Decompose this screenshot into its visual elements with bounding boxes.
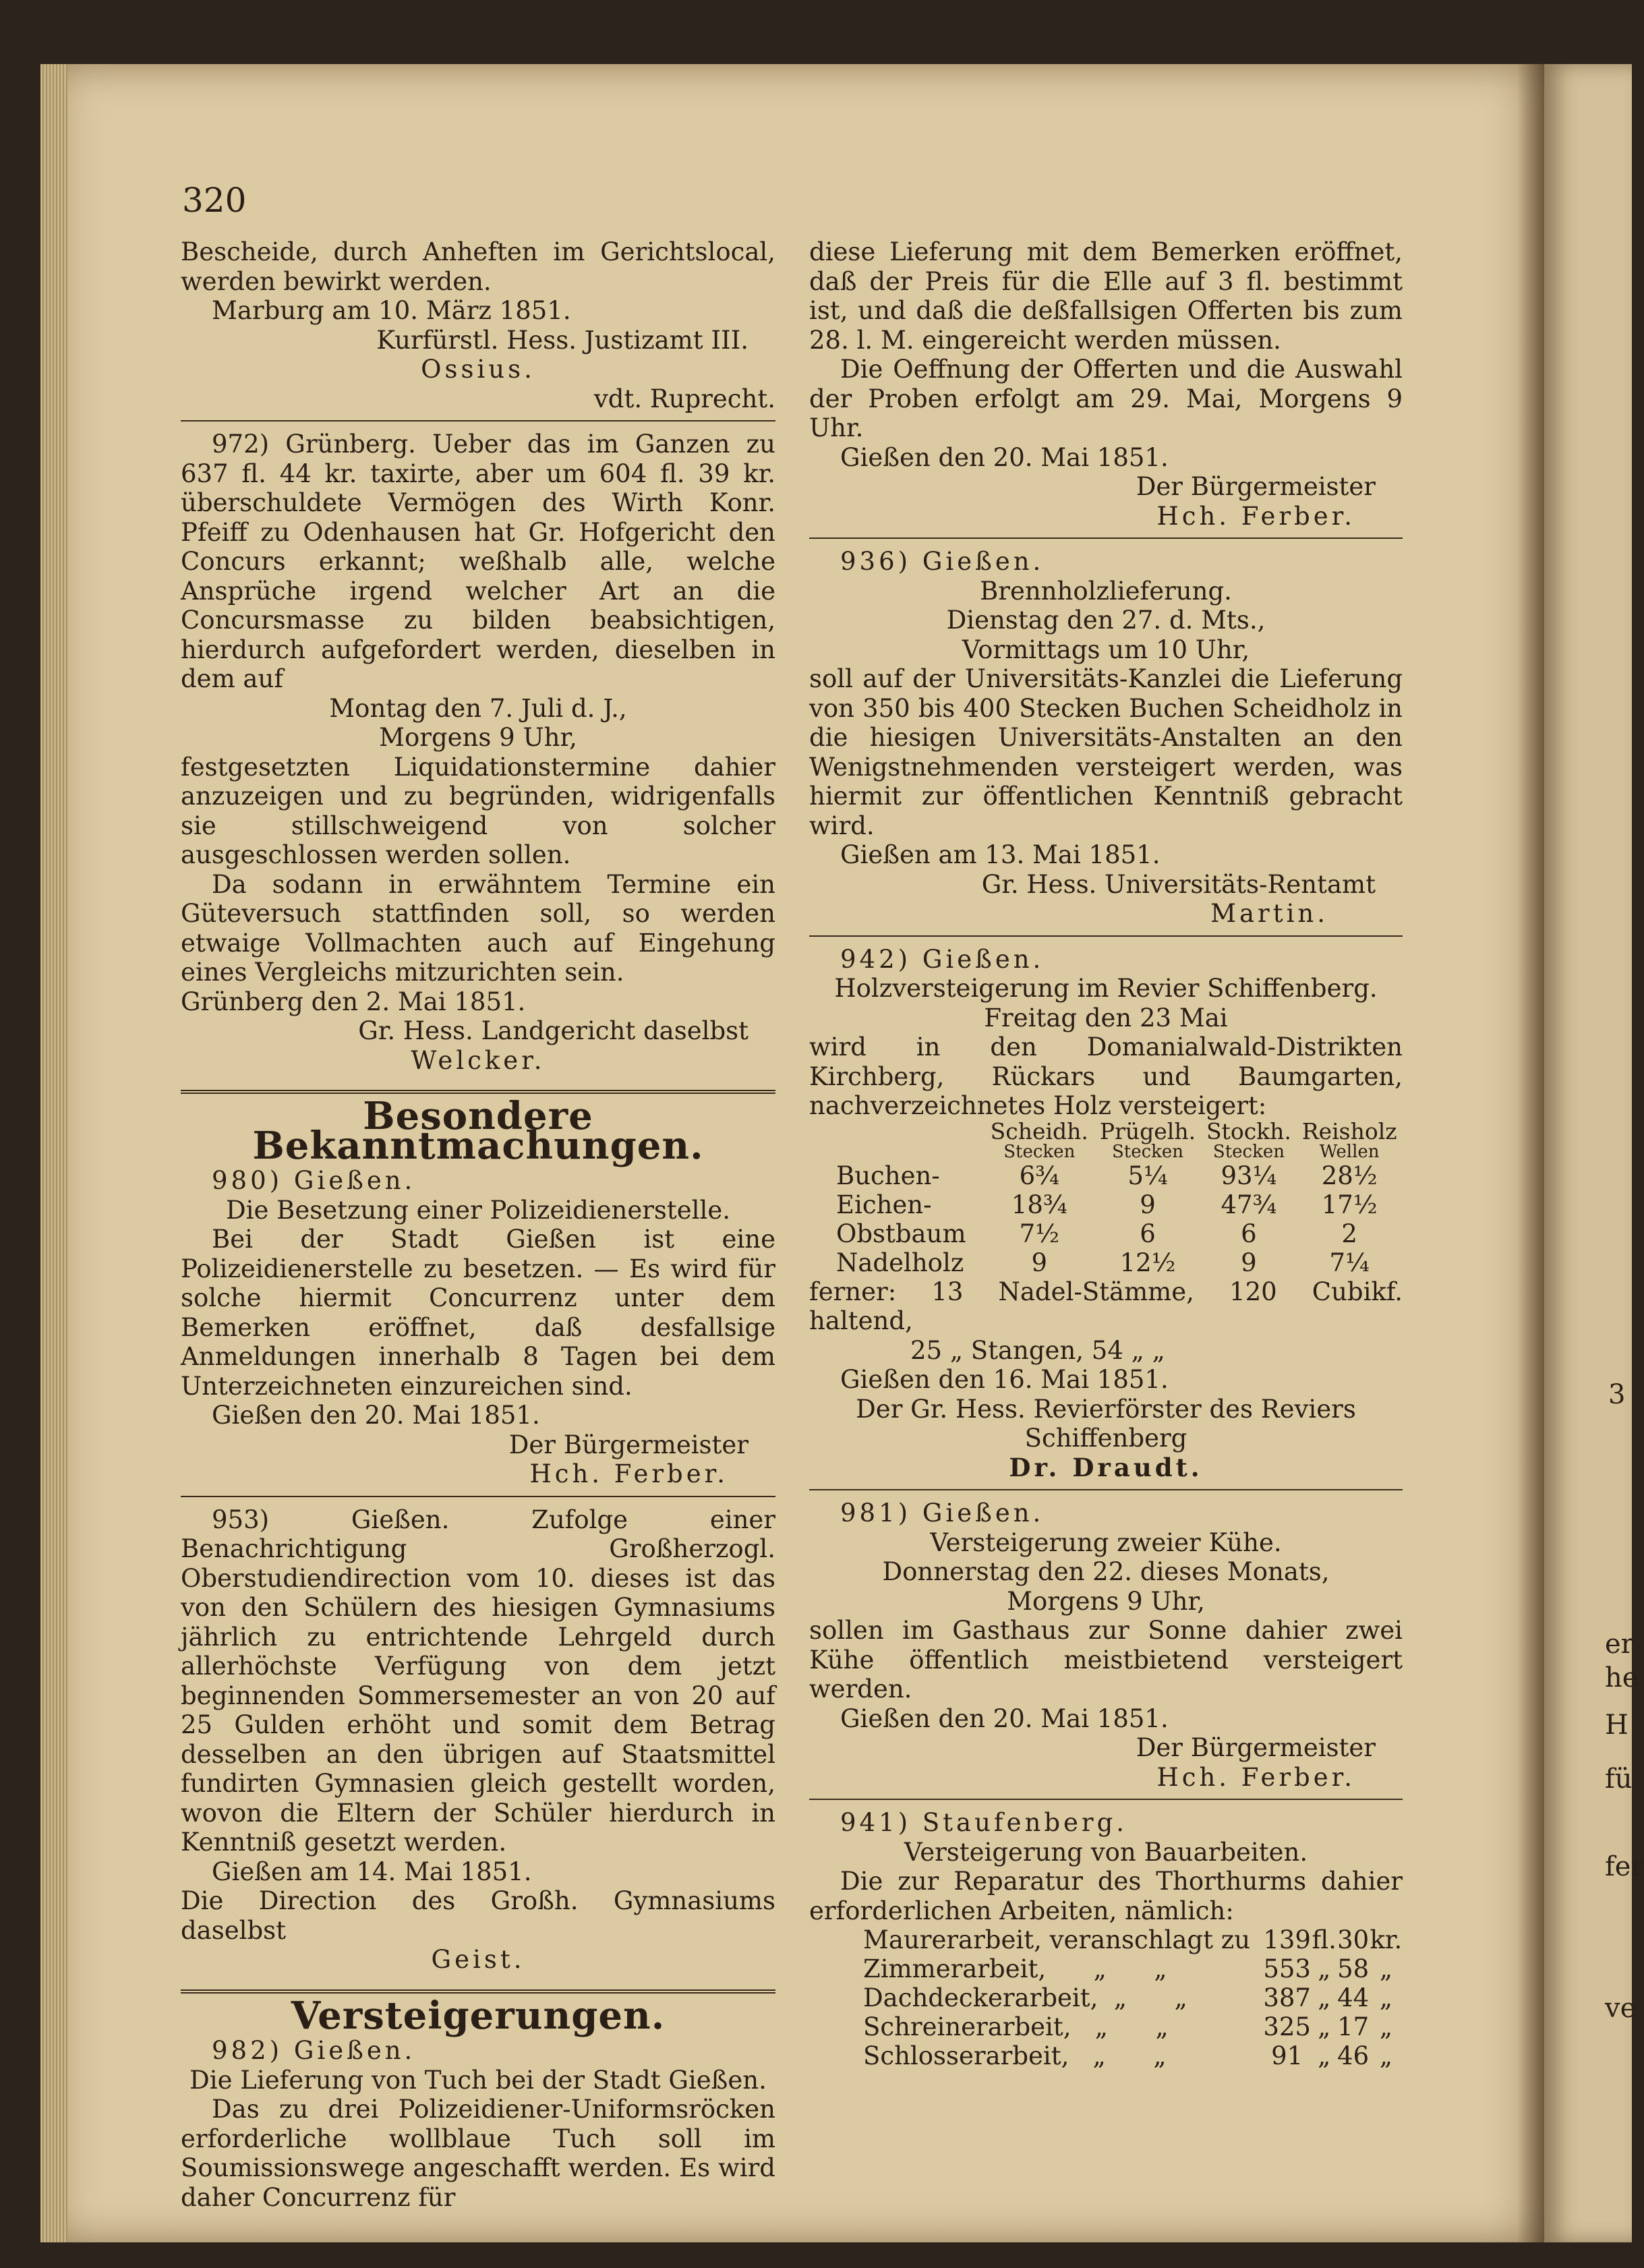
fragment: ve <box>1605 1993 1637 2024</box>
table-unit: Wellen <box>1319 1141 1380 1162</box>
table-cell: Schreinerarbeit, „ „ <box>863 2012 1169 2041</box>
wood-table <box>809 1117 1403 1277</box>
signature: Martin. <box>1210 899 1328 928</box>
notice-title: Die Besetzung einer Polizeidienerstelle. <box>226 1195 730 1225</box>
section-heading: Versteigerungen. <box>291 1993 666 2038</box>
section-divider <box>181 1989 775 1994</box>
signature: Ossius. <box>421 355 535 384</box>
paragraph: diese Lieferung mit dem Bemerken eröffnet, daß der Preis für die Elle auf 3 fl. bestimmt ist, und daß die deßfallsigen Offerten bis zum 28. l. M. eingereicht werden müssen. <box>809 237 1403 355</box>
notice-heading: 941) Staufenberg. <box>840 1808 1128 1837</box>
table-cell: 325 <box>1263 2012 1311 2041</box>
table-cell: 139 <box>1263 1925 1311 1954</box>
notice-title: Die Lieferung von Tuch bei der Stadt Gießen. <box>189 2065 767 2095</box>
table-cell: 387 <box>1263 1983 1311 2012</box>
table-cell: „ <box>1318 1983 1331 2012</box>
table-cell: 17 <box>1337 2012 1370 2041</box>
table-row <box>809 1983 1403 2012</box>
table-cell: 7½ <box>1019 1219 1059 1248</box>
fragment: fer <box>1605 1851 1644 1882</box>
table-row <box>809 1954 1403 1983</box>
notice-title: Versteigerung zweier Kühe. <box>930 1528 1282 1557</box>
signature: Hch. Ferber. <box>529 1459 728 1488</box>
table-cell: 553 <box>1263 1954 1311 1983</box>
fragment: 3 <box>1608 1379 1626 1410</box>
table-row <box>809 1219 1403 1248</box>
table-cell: 12½ <box>1119 1248 1176 1277</box>
time-line: Morgens 9 Uhr, <box>1007 1586 1205 1616</box>
table-cell: „ <box>1318 2012 1331 2041</box>
table-cell: 58 <box>1337 1954 1370 1983</box>
table-cell: 18¾ <box>1011 1190 1067 1219</box>
table-unit: Stecken <box>1212 1141 1285 1162</box>
table-cell: 7¼ <box>1329 1248 1370 1277</box>
paragraph: Bei der Stadt Gießen ist eine Polizeidienerstelle zu besetzen. — Es wird für solche hiermit Concurrenz unter dem Bemerken eröffnet, daß desfallsige Anmeldungen innerhalb 8 Tagen bei dem Unterzeichneten einzureichen sind. <box>181 1225 775 1401</box>
table-cell: 17½ <box>1321 1190 1378 1219</box>
place-date: Gießen am 13. Mai 1851. <box>840 840 1161 869</box>
table-header: Scheidh. <box>990 1117 1088 1144</box>
fragment: er <box>1605 1629 1634 1660</box>
left-column <box>181 237 775 2212</box>
notice-title: Versteigerung von Bauarbeiten. <box>904 1837 1308 1867</box>
signature: Hch. Ferber. <box>1156 1762 1355 1792</box>
paragraph: Die Oeffnung der Offerten und die Auswahl der Proben erfolgt am 29. Mai, Morgens 9 Uhr. <box>809 355 1403 442</box>
table-row <box>809 2012 1403 2041</box>
notice-heading: 982) Gießen. <box>212 2036 416 2065</box>
divider <box>809 537 1403 539</box>
date-line: Freitag den 23 Mai <box>984 1003 1228 1033</box>
notice-heading: 981) Gießen. <box>840 1499 1045 1528</box>
paragraph: wird in den Domanialwald-Distrikten Kirchberg, Rückars und Baumgarten, nachverzeichnetes Holz versteigert: <box>809 1033 1403 1120</box>
paragraph: 972) Grünberg. Ueber das im Ganzen zu 637 fl. 44 kr. taxirte, aber um 604 fl. 39 kr. überschuldete Vermögen des Wirth Konr. Pfeiff zu Odenhausen hat Gr. Hofgericht den Concurs erkannt; weßhalb alle, welche Ansprüche irgend welcher Art an die Concursmasse zu bilden beabsichtigen, hierdurch aufgefordert werden, dieselben in dem auf <box>181 430 775 693</box>
table-cell: 9 <box>1031 1248 1048 1277</box>
table-cell: 6 <box>1140 1219 1156 1248</box>
table-cell: Nadelholz <box>836 1248 964 1277</box>
table-cell: 6 <box>1241 1219 1257 1248</box>
table-cell: „ <box>1379 1983 1392 2012</box>
place-date: Gießen den 20. Mai 1851. <box>212 1401 540 1430</box>
date-line: Dienstag den 27. d. Mts., <box>946 606 1266 635</box>
table-cell: 5¼ <box>1127 1161 1168 1190</box>
time-line: Vormittags um 10 Uhr, <box>962 635 1250 664</box>
table-cell: fl. <box>1312 1925 1337 1954</box>
table-cell: „ <box>1379 2012 1392 2041</box>
authority: Der Bürgermeister <box>1136 472 1376 501</box>
authority: Gr. Hess. Universitäts-Rentamt <box>981 869 1376 899</box>
section-heading: Besondere Bekanntmachungen. <box>252 1094 704 1168</box>
divider <box>809 1799 1403 1800</box>
table-cell: „ <box>1318 2041 1331 2070</box>
signature: Welcker. <box>411 1045 546 1075</box>
gutter-shadow <box>1517 64 1544 2242</box>
table-cell: Zimmerarbeit, „ „ <box>863 1954 1167 1983</box>
table-cell: „ <box>1318 1954 1331 1983</box>
table-cell: „ <box>1379 1954 1392 1983</box>
table-cell: 30 <box>1337 1925 1370 1954</box>
place-date: Gießen den 16. Mai 1851. <box>840 1365 1169 1394</box>
notice-heading: 980) Gießen. <box>212 1166 416 1195</box>
table-cell: Schlosserarbeit, „ „ <box>863 2041 1167 2070</box>
table-row <box>809 1161 1403 1190</box>
divider <box>181 1496 775 1497</box>
table-header <box>809 1121 985 1142</box>
table-cell: 9 <box>1140 1190 1156 1219</box>
table-unit <box>809 1142 985 1161</box>
signature: Geist. <box>431 1945 525 1974</box>
authority: Der Bürgermeister <box>508 1430 748 1459</box>
page-edges <box>40 64 67 2242</box>
table-cell: Eichen- <box>836 1190 932 1219</box>
notice-title: Holzversteigerung im Revier Schiffenberg. <box>834 974 1378 1003</box>
paragraph: Bescheide, durch Anheften im Gerichtslocal, werden bewirkt werden. <box>181 237 775 296</box>
place-date: Grünberg den 2. Mai 1851. <box>181 987 526 1016</box>
authority: Die Direction des Großh. Gymnasiums daselbst <box>181 1886 775 1945</box>
table-cell: 93¼ <box>1221 1161 1277 1190</box>
authority: Der Gr. Hess. Revierförster des Reviers Schiffenberg <box>856 1394 1356 1453</box>
facing-page <box>1544 64 1644 2242</box>
table-cell: 9 <box>1241 1248 1257 1277</box>
table-cell: 91 <box>1271 2041 1303 2070</box>
table-row <box>809 1248 1403 1277</box>
table-unit-row <box>809 1142 1403 1161</box>
time-line: Morgens 9 Uhr, <box>379 723 577 752</box>
fragment: fü <box>1605 1764 1633 1795</box>
table-header: Reisholz <box>1301 1117 1397 1144</box>
works-table <box>809 1925 1403 2070</box>
paragraph: Das zu drei Polizeidiener-Uniformsröcken erforderliche wollblaue Tuch soll im Soumissionswege angeschafft werden. Es wird daher Concurrenz für <box>181 2095 775 2212</box>
table-cell: 44 <box>1337 1983 1370 2012</box>
notice-title: Brennholzlieferung. <box>980 576 1232 606</box>
divider <box>809 1489 1403 1490</box>
table-header-row <box>809 1121 1403 1142</box>
paragraph: 25 „ Stangen, 54 „ „ <box>910 1335 1165 1365</box>
table-header: Prügelh. <box>1099 1117 1196 1144</box>
table-cell: 2 <box>1341 1219 1357 1248</box>
table-cell: kr. <box>1370 1925 1403 1954</box>
table-unit: Stecken <box>1003 1141 1076 1162</box>
place-date: Gießen am 14. Mai 1851. <box>212 1857 532 1886</box>
fragment: H <box>1605 1710 1628 1741</box>
paragraph: sollen im Gasthaus zur Sonne dahier zwei Kühe öffentlich meistbietend versteigert werden. <box>809 1616 1403 1704</box>
table-row <box>809 1190 1403 1219</box>
date-line: Donnerstag den 22. dieses Monats, <box>882 1557 1330 1586</box>
place-date: Gießen den 20. Mai 1851. <box>840 442 1169 472</box>
table-cell: 46 <box>1337 2041 1370 2070</box>
divider <box>809 935 1403 937</box>
paragraph: Da sodann in erwähntem Termine ein Güteversuch stattfinden soll, so werden etwaige Vollmachten auch auf Eingehung eines Vergleichs mitzurichten sein. <box>181 869 775 987</box>
date-line: Montag den 7. Juli d. J., <box>329 693 627 723</box>
table-cell: 6¾ <box>1019 1161 1059 1190</box>
signature: Dr. Draudt. <box>1009 1452 1203 1482</box>
paragraph: ferner: 13 Nadel-Stämme, 120 Cubikf. haltend, <box>809 1277 1403 1335</box>
table-header: Stockh. <box>1206 1117 1291 1144</box>
place-date: Gießen den 20. Mai 1851. <box>840 1704 1169 1733</box>
table-cell: Obstbaum <box>836 1219 966 1248</box>
table-cell: Dachdeckerarbeit, „ „ <box>863 1983 1187 2012</box>
notice-heading: 936) Gießen. <box>840 547 1045 576</box>
place-date: Marburg am 10. März 1851. <box>212 296 571 325</box>
right-column <box>809 237 1403 2070</box>
authority: Gr. Hess. Landgericht daselbst <box>358 1016 748 1045</box>
table-cell: Buchen- <box>836 1161 940 1190</box>
signature: Hch. Ferber. <box>1156 501 1355 531</box>
paragraph: Die zur Reparatur des Thorthurms dahier erforderlichen Arbeiten, nämlich: <box>809 1867 1403 1925</box>
paragraph: soll auf der Universitäts-Kanzlei die Lieferung von 350 bis 400 Stecken Buchen Scheidholz in die hiesigen Universitäts-Anstalten an den Wenigstnehmenden versteigert werden, was hiermit zur öffentlichen Kenntniß gebracht wird. <box>809 664 1403 840</box>
authority: Kurfürstl. Hess. Justizamt III. <box>376 325 748 355</box>
paragraph: festgesetzten Liquidationstermine dahier anzuzeigen und zu begründen, widrigenfalls sie stillschweigend von solcher ausgeschlossen werden sollen. <box>181 752 775 869</box>
divider <box>181 420 775 421</box>
table-cell: „ <box>1379 2041 1392 2070</box>
page-number: 320 <box>182 181 247 220</box>
table-cell: 47¾ <box>1221 1190 1277 1219</box>
table-unit: Stecken <box>1111 1141 1184 1162</box>
table-cell: Maurerarbeit, veranschlagt zu <box>863 1925 1251 1954</box>
table-cell: 28½ <box>1321 1161 1378 1190</box>
notice-heading: 942) Gießen. <box>840 944 1045 974</box>
fragment: he <box>1605 1662 1639 1693</box>
table-row <box>809 2041 1403 2070</box>
table-row <box>809 1925 1403 1954</box>
paragraph: 953) Gießen. Zufolge einer Benachrichtigung Großherzogl. Oberstudiendirection vom 10. dieses ist das von den Schülern des hiesigen Gymnasiums jährlich zu entrichtende Lehrgeld durch allerhöchste Verfügung von dem jetzt beginnenden Sommersemester an von 20 auf 25 Gulden erhöht und somit dem Betrag desselben an den übrigen auf Staatsmittel fundirten Gymnasien gleich gestellt worden, wovon die Eltern der Schüler hierdurch in Kenntniß gesetzt werden. <box>181 1505 775 1857</box>
signature-vdt: vdt. Ruprecht. <box>593 384 775 413</box>
authority: Der Bürgermeister <box>1136 1733 1376 1762</box>
